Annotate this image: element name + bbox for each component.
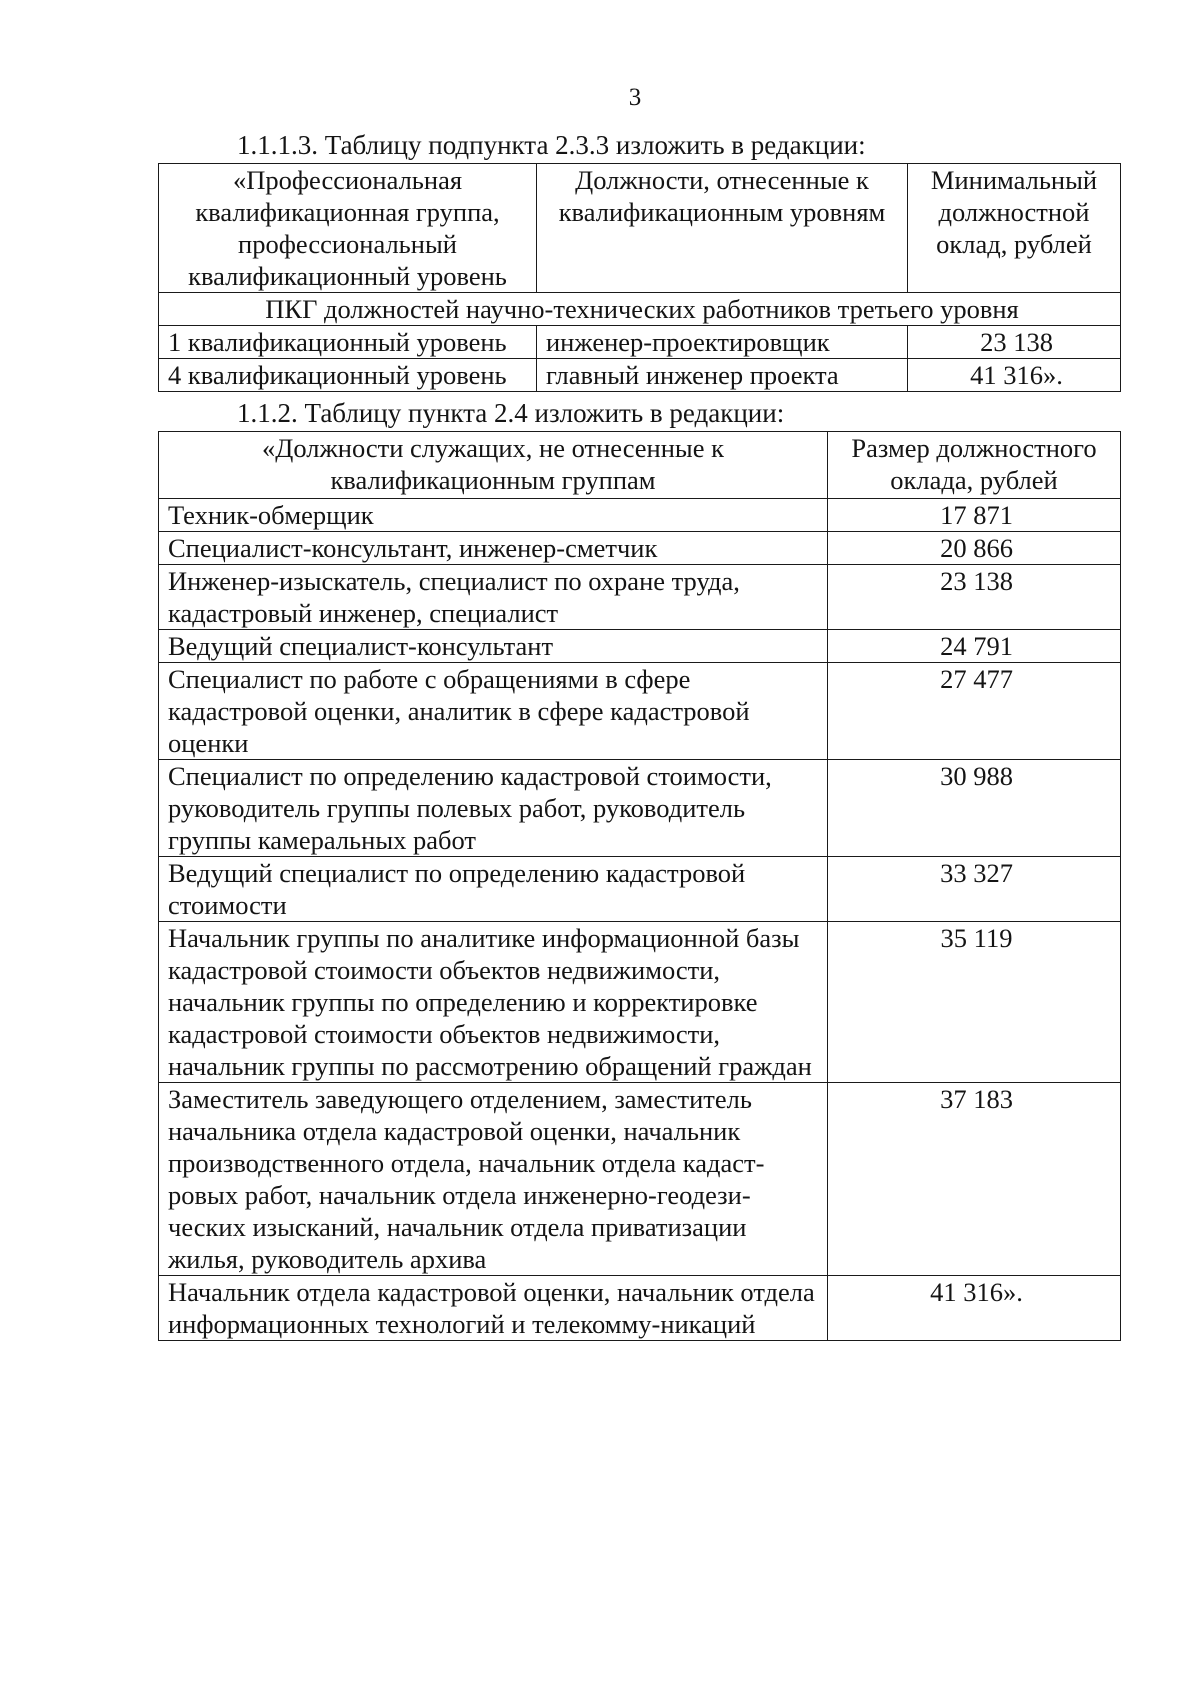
header-positions: Должности, отнесенные к квалификационным уровням: [537, 164, 908, 293]
section-heading-2-3-3: 1.1.1.3. Таблицу подпункта 2.3.3 изложить в редакции:: [237, 130, 866, 160]
table-header-row: [159, 432, 1121, 499]
position-name: Ведущий специалист-консультант: [159, 630, 828, 663]
position-name: Инженер-изыскатель, специалист по охране труда, кадастровый инженер, специалист: [159, 565, 828, 630]
salary-value: 27 477: [828, 663, 1121, 760]
qualification-level: 4 квалификационный уровень: [159, 359, 537, 392]
salary-value: 41 316».: [908, 359, 1121, 392]
position-name: Специалист по работе с обращениями в сфере кадастровой оценки, аналитик в сфере кадастровой оценки: [159, 663, 828, 760]
table-row: [159, 760, 1121, 857]
salary-value: 37 183: [828, 1083, 1121, 1276]
table-row: [159, 922, 1121, 1083]
table-row: [159, 499, 1121, 532]
group-title-row: [159, 293, 1121, 326]
position-name: Ведущий специалист по определению кадастровой стоимости: [159, 857, 828, 922]
header-min-salary: Минимальный должностной оклад, рублей: [908, 164, 1121, 293]
salary-value: 24 791: [828, 630, 1121, 663]
position-name: Специалист-консультант, инженер-сметчик: [159, 532, 828, 565]
position-name: Начальник отдела кадастровой оценки, начальник отдела информационных технологий и телекомму-никаций: [159, 1276, 828, 1341]
section-heading-2-4: 1.1.2. Таблицу пункта 2.4 изложить в редакции:: [237, 398, 785, 428]
salary-value: 30 988: [828, 760, 1121, 857]
salary-value: 41 316».: [828, 1276, 1121, 1341]
table-row: [159, 1083, 1121, 1276]
header-qualification-group: «Профессиональная квалификационная группа, профессиональный квалификационный уровень: [159, 164, 537, 293]
position-name: Заместитель заведующего отделением, заместитель начальника отдела кадастровой оценки, начальник производственного отдела, начальник отдела кадаст-ровых работ, начальник отдела инженерно-геодези-ческих изысканий, начальник отдела приватизации жилья, руководитель архива: [159, 1083, 828, 1276]
header-positions: «Должности служащих, не отнесенные к квалификационным группам: [159, 432, 828, 499]
table-row: [159, 630, 1121, 663]
table-header-row: [159, 164, 1121, 293]
position-name: Специалист по определению кадастровой стоимости, руководитель группы полевых работ, руководитель группы камеральных работ: [159, 760, 828, 857]
position-name: инженер-проектировщик: [537, 326, 908, 359]
table-row: [159, 532, 1121, 565]
salary-value: 17 871: [828, 499, 1121, 532]
salary-value: 23 138: [908, 326, 1121, 359]
qualification-level: 1 квалификационный уровень: [159, 326, 537, 359]
pkg-salary-table: [158, 163, 1121, 392]
table-row: [159, 857, 1121, 922]
table-row: [159, 359, 1121, 392]
salary-value: 20 866: [828, 532, 1121, 565]
salary-value: 33 327: [828, 857, 1121, 922]
salary-value: 35 119: [828, 922, 1121, 1083]
table-row: [159, 1276, 1121, 1341]
table-row: [159, 565, 1121, 630]
table-row: [159, 326, 1121, 359]
positions-salary-table: [158, 431, 1121, 1341]
table-row: [159, 663, 1121, 760]
page-number: 3: [628, 84, 642, 111]
position-name: Начальник группы по аналитике информационной базы кадастровой стоимости объектов недвижимости, начальник группы по определению и корректировке кадастровой стоимости объектов недвижимости, начальник группы по рассмотрению обращений граждан: [159, 922, 828, 1083]
group-title: ПКГ должностей научно-технических работников третьего уровня: [159, 293, 1121, 326]
header-salary: Размер должностного оклада, рублей: [828, 432, 1121, 499]
position-name: главный инженер проекта: [537, 359, 908, 392]
salary-value: 23 138: [828, 565, 1121, 630]
position-name: Техник-обмерщик: [159, 499, 828, 532]
